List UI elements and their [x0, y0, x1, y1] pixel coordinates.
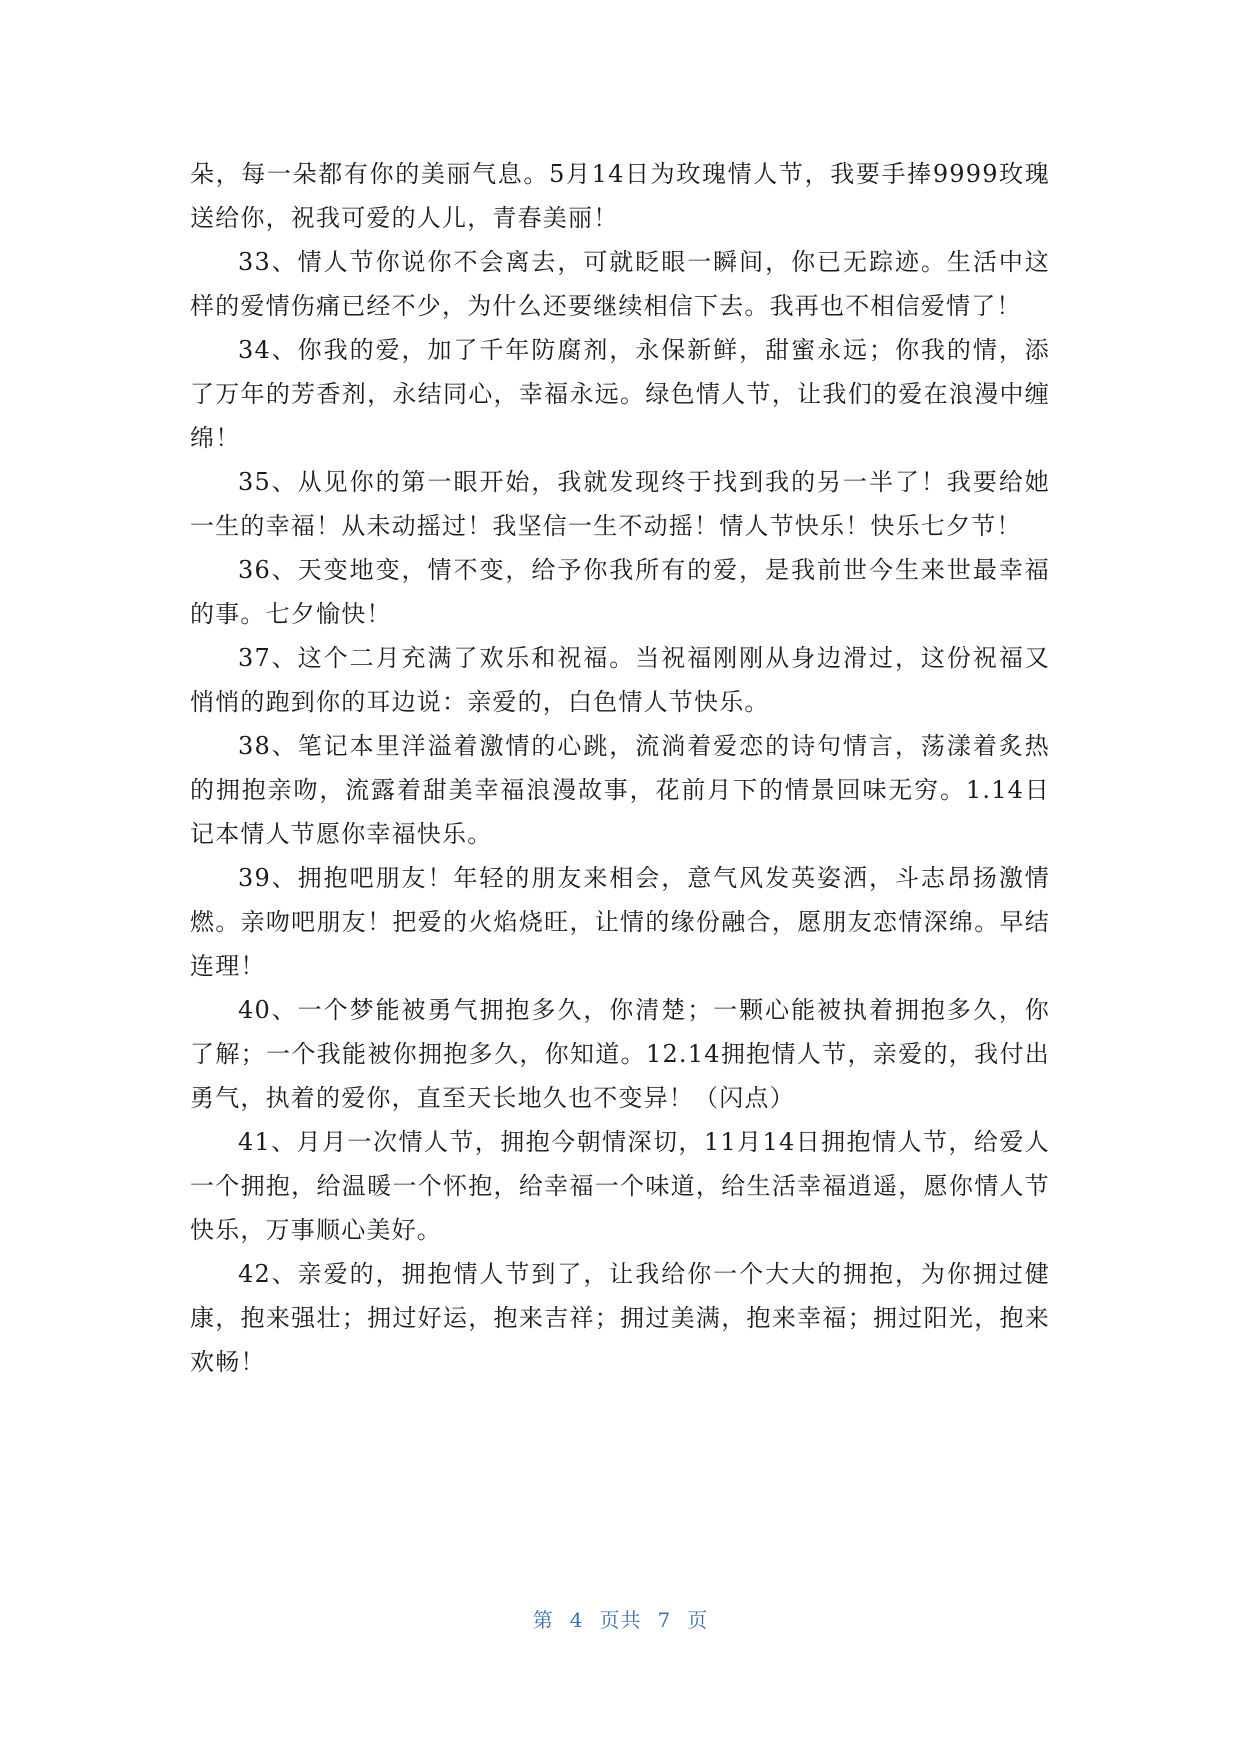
paragraph-item-36: 36、天变地变，情不变，给予你我所有的爱，是我前世今生来世最幸福的事。七夕愉快！ — [190, 556, 1050, 628]
paragraph-item-41: 41、月月一次情人节，拥抱今朝情深切，11月14日拥抱情人节，给爱人一个拥抱，给温暖一个怀抱，给幸福一个味道，给生活幸福逍遥，愿你情人节快乐，万事顺心美好。 — [190, 1128, 1050, 1244]
footer-middle: 页共 — [599, 1608, 642, 1632]
paragraph-item-38: 38、笔记本里洋溢着激情的心跳，流淌着爱恋的诗句情言，荡漾着炙热的拥抱亲吻，流露着甜美幸福浪漫故事，花前月下的情景回味无穷。1.14日记本情人节愿你幸福快乐。 — [190, 732, 1050, 848]
paragraph-item-39: 39、拥抱吧朋友！年轻的朋友来相会，意气风发英姿洒，斗志昂扬激情燃。亲吻吧朋友！把爱的火焰烧旺，让情的缘份融合，愿朋友恋情深绵。早结连理！ — [190, 864, 1050, 980]
current-page-number: 4 — [569, 1608, 584, 1632]
footer-suffix: 页 — [687, 1608, 709, 1632]
paragraph-continuation: 朵，每一朵都有你的美丽气息。5月14日为玫瑰情人节，我要手捧9999玫瑰送给你，祝我可爱的人儿，青春美丽！ — [190, 160, 1050, 232]
paragraph-item-40: 40、一个梦能被勇气拥抱多久，你清楚；一颗心能被执着拥抱多久，你了解；一个我能被你拥抱多久，你知道。12.14拥抱情人节，亲爱的，我付出勇气，执着的爱你，直至天长地久也不变异！（闪点） — [190, 996, 1050, 1112]
document-body — [190, 152, 1050, 1384]
paragraph-item-42: 42、亲爱的，拥抱情人节到了，让我给你一个大大的拥抱，为你拥过健康，抱来强壮；拥过好运，抱来吉祥；拥过美满，抱来幸福；拥过阳光，抱来欢畅！ — [190, 1260, 1050, 1376]
page-number-footer — [0, 1604, 1241, 1633]
paragraph-item-35: 35、从见你的第一眼开始，我就发现终于找到我的另一半了！我要给她一生的幸福！从未动摇过！我坚信一生不动摇！情人节快乐！快乐七夕节！ — [190, 468, 1050, 540]
total-page-count: 7 — [657, 1608, 672, 1632]
paragraph-item-37: 37、这个二月充满了欢乐和祝福。当祝福刚刚从身边滑过，这份祝福又悄悄的跑到你的耳边说：亲爱的，白色情人节快乐。 — [190, 644, 1050, 716]
paragraph-item-34: 34、你我的爱，加了千年防腐剂，永保新鲜，甜蜜永远；你我的情，添了万年的芳香剂，永结同心，幸福永远。绿色情人节，让我们的爱在浪漫中缠绵！ — [190, 336, 1050, 452]
footer-prefix: 第 — [532, 1608, 554, 1632]
paragraph-item-33: 33、情人节你说你不会离去，可就眨眼一瞬间，你已无踪迹。生活中这样的爱情伤痛已经不少，为什么还要继续相信下去。我再也不相信爱情了！ — [190, 248, 1050, 320]
